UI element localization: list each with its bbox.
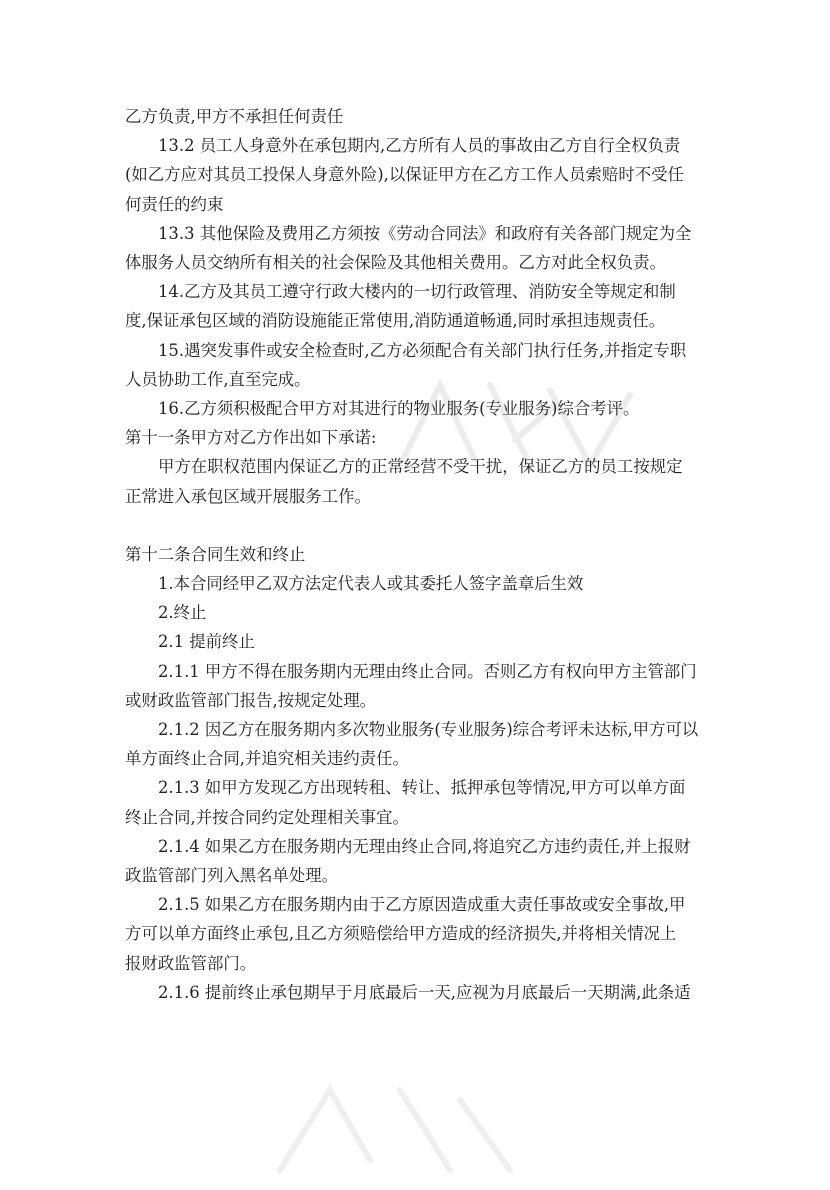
watermark-stamp-graphic-bottom <box>250 1030 550 1190</box>
text-line: 2.1.4 如果乙方在服务期内无理由终止合同,将追究乙方违约责任,并上报财 <box>158 836 691 856</box>
text-line: 2.1.3 如甲方发现乙方出现转租、转让、抵押承包等情况,甲方可以单方面 <box>158 778 686 798</box>
text-line: 13.2 员工人身意外在承包期内,乙方所有人员的事故由乙方自行全权负责 <box>158 136 681 156</box>
text-line: 16.乙方须积极配合甲方对其进行的物业服务(专业服务)综合考评。 <box>158 399 640 419</box>
text-line: 13.3 其他保险及费用乙方须按《劳动合同法》和政府有关各部门规定为全 <box>158 223 692 243</box>
text-line: 或财政监管部门报告,按规定处理。 <box>125 690 377 710</box>
text-line: 2.1.2 因乙方在服务期内多次物业服务(专业服务)综合考评未达标,甲方可以 <box>158 720 699 740</box>
text-line: 何责任的约束 <box>125 194 224 214</box>
text-line: 2.1.5 如果乙方在服务期内由于乙方原因造成重大责任事故或安全事故,甲 <box>158 895 686 915</box>
section-heading-article-11: 第十一条甲方对乙方作出如下承诺: <box>125 428 377 448</box>
text-line: 正常进入承包区域开展服务工作。 <box>125 486 371 506</box>
text-line: 2.1 提前终止 <box>158 632 255 652</box>
text-line: 2.1.1 甲方不得在服务期内无理由终止合同。否则乙方有权向甲方主管部门 <box>158 661 697 681</box>
text-line: 甲方在职权范围内保证乙方的正常经营不受干扰，保证乙方的员工按规定 <box>158 457 683 477</box>
text-line: 人员协助工作,直至完成。 <box>125 369 311 389</box>
text-line: 15.遇突发事件或安全检查时,乙方必须配合有关部门执行任务,并指定专职 <box>158 340 687 360</box>
text-line: 1.本合同经甲乙双方法定代表人或其委托人签字盖章后生效 <box>158 574 584 594</box>
section-heading-article-12: 第十二条合同生效和终止 <box>125 544 306 564</box>
text-line: 报财政监管部门。 <box>125 953 257 973</box>
text-line: 乙方负责,甲方不承担任何责任 <box>125 107 344 126</box>
blank-line <box>125 511 710 540</box>
text-line: 单方面终止合同,并追究相关违约责任。 <box>125 749 409 769</box>
text-line: 2.1.6 提前终止承包期早于月底最后一天,应视为月底最后一天期满,此条适 <box>158 982 691 1002</box>
text-line: 2.终止 <box>158 603 207 623</box>
text-line: (如乙方应对其员工投保人身意外险),以保证甲方在乙方工作人员索赔时不受任 <box>125 165 684 185</box>
text-line: 政监管部门列入黑名单处理。 <box>125 866 339 886</box>
text-line: 度,保证承包区域的消防设施能正常使用,消防通道畅通,同时承担违规责任。 <box>125 311 666 331</box>
document-body <box>125 102 710 1007</box>
text-line: 方可以单方面终止承包,且乙方须赔偿给甲方造成的经济损失,并将相关情况上 <box>125 924 677 944</box>
text-line: 终止合同,并按合同约定处理相关事宜。 <box>125 807 409 827</box>
text-line: 14.乙方及其员工遵守行政大楼内的一切行政管理、消防安全等规定和制 <box>158 282 676 302</box>
text-line: 体服务人员交纳所有相关的社会保险及其他相关费用。乙方对此全权负责。 <box>125 253 666 273</box>
